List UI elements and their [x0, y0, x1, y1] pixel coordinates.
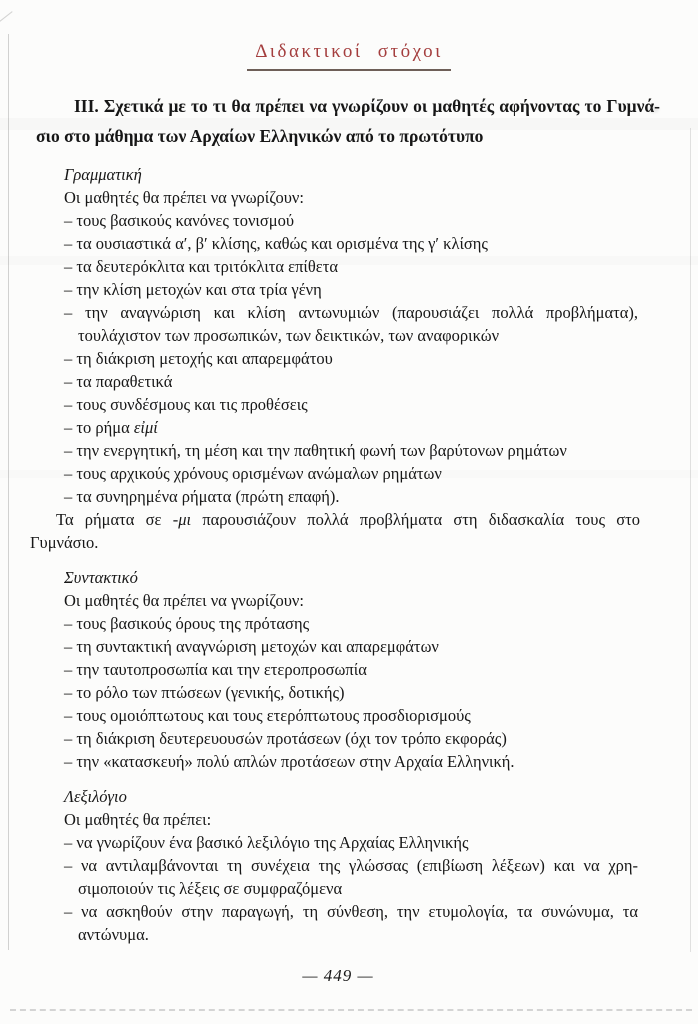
italic-term: -μι: [172, 510, 192, 529]
text-segment: Τα ρήματα σε: [56, 510, 173, 529]
list-item: – να αντιλαμβάνονται τη συνέχεια της γλώσσας (επιβίωση λέξεων) και να χρησιμοποιούν τις λέξεις σε συμφραζόμενα: [64, 856, 638, 898]
list-item: – τα δευτερόκλιτα και τριτόκλιτα επίθετα: [64, 257, 338, 276]
dash-marker: –: [64, 280, 77, 299]
list-item: – τα παραθετικά: [64, 372, 173, 391]
section-title: Γραμματική: [64, 165, 142, 184]
page-title: Διδακτικοί στόχοι: [247, 40, 451, 71]
list-item: – τους ομοιόπτωτους και τους ετερόπτωτους προσδιορισμούς: [64, 706, 471, 725]
running-head: [0, 0, 698, 71]
dash-marker: –: [64, 372, 77, 391]
dash-marker: –: [64, 418, 77, 437]
list-item: – τη συντακτική αναγνώριση μετοχών και απαρεμφάτων: [64, 637, 439, 656]
list-item: – τη διάκριση μετοχής και απαρεμφάτου: [64, 349, 333, 368]
section-intro: Οι μαθητές θα πρέπει:: [64, 810, 212, 829]
list-item: – τα συνηρημένα ρήματα (πρώτη επαφή).: [64, 487, 340, 506]
list-item: – να γνωρίζουν ένα βασικό λεξιλόγιο της Αρχαίας Ελληνικής: [64, 833, 469, 852]
dash-marker: –: [64, 660, 77, 679]
italic-term: εἰμί: [133, 418, 158, 437]
dash-marker: –: [64, 441, 77, 460]
page-number: — 449 —: [302, 966, 374, 985]
list-item: – το ρόλο των πτώσεων (γενικής, δοτικής): [64, 683, 345, 702]
list-item: – την ταυτοπροσωπία και την ετεροπροσωπία: [64, 660, 367, 679]
dash-marker: –: [64, 683, 77, 702]
list-item: – τους βασικούς όρους της πρότασης: [64, 614, 310, 633]
scan-artifact-bottom-dashes: [10, 1009, 692, 1011]
list-item: – να ασκηθούν στην παραγωγή, τη σύνθεση, την ετυμολογία, τα συνώνυμα, τα αντώνυμα.: [64, 902, 638, 944]
dash-marker: –: [64, 303, 85, 322]
list-item: [64, 416, 638, 439]
dash-marker: –: [64, 902, 82, 921]
dash-marker: –: [64, 706, 77, 725]
dash-marker: –: [64, 464, 77, 483]
dash-marker: –: [64, 752, 77, 771]
section-title: Λεξιλόγιο: [64, 787, 127, 806]
section-grammatiki: [30, 163, 640, 554]
list-item: – τα ουσιαστικά αʹ, βʹ κλίσης, καθώς και ορισμένα της γʹ κλίσης: [64, 234, 488, 253]
dash-marker: –: [64, 234, 77, 253]
section-heading: III. Σχετικά με το τι θα πρέπει να γνωρίζουν οι μαθητές αφήνοντας το Γυμνάσιο στο μάθημα των Αρχαίων Ελληνικών από το πρωτότυπο: [36, 96, 660, 146]
dash-marker: –: [64, 637, 77, 656]
dash-marker: –: [64, 487, 77, 506]
list-item: – τη διάκριση δευτερευουσών προτάσεων (όχι τον τρόπο εκφοράς): [64, 729, 507, 748]
section-title: Συντακτικό: [64, 568, 138, 587]
list-item: – την κλίση μετοχών και στα τρία γένη: [64, 280, 322, 299]
page-content: [0, 71, 698, 986]
section-syntaktiko: [64, 566, 640, 773]
list-item: – την αναγνώριση και κλίση αντωνυμιών (παρουσιάζει πολλά προβλήματα), τουλάχιστον των προσωπικών, των δεικτικών, των αναφορικών: [64, 303, 638, 345]
list-item: – τους αρχικούς χρόνους ορισμένων ανώμαλων ρημάτων: [64, 464, 442, 483]
dash-marker: –: [64, 211, 77, 230]
dash-marker: –: [64, 856, 81, 875]
text-segment: το ρήμα: [76, 418, 134, 437]
section-closing: [30, 508, 640, 554]
sections: [30, 163, 640, 946]
dash-marker: –: [64, 614, 77, 633]
list-item: – τους βασικούς κανόνες τονισμού: [64, 211, 295, 230]
section-intro: Οι μαθητές θα πρέπει να γνωρίζουν:: [64, 188, 304, 207]
dash-marker: –: [64, 833, 77, 852]
text-segment: παρουσιάζουν πολλά προβλήματα στη διδασκαλία τους στο Γυμνάσιο.: [30, 510, 640, 552]
list-item: – τους συνδέσμους και τις προθέσεις: [64, 395, 308, 414]
dash-marker: –: [64, 349, 77, 368]
list-item: – την «κατασκευή» πολύ απλών προτάσεων στην Αρχαία Ελληνική.: [64, 752, 515, 771]
dash-marker: –: [64, 395, 77, 414]
dash-marker: –: [64, 257, 77, 276]
section-intro: Οι μαθητές θα πρέπει να γνωρίζουν:: [64, 591, 304, 610]
list-item: – την ενεργητική, τη μέση και την παθητική φωνή των βαρύτονων ρημάτων: [64, 441, 567, 460]
section-lexilogio: [64, 785, 640, 946]
dash-marker: –: [64, 729, 77, 748]
